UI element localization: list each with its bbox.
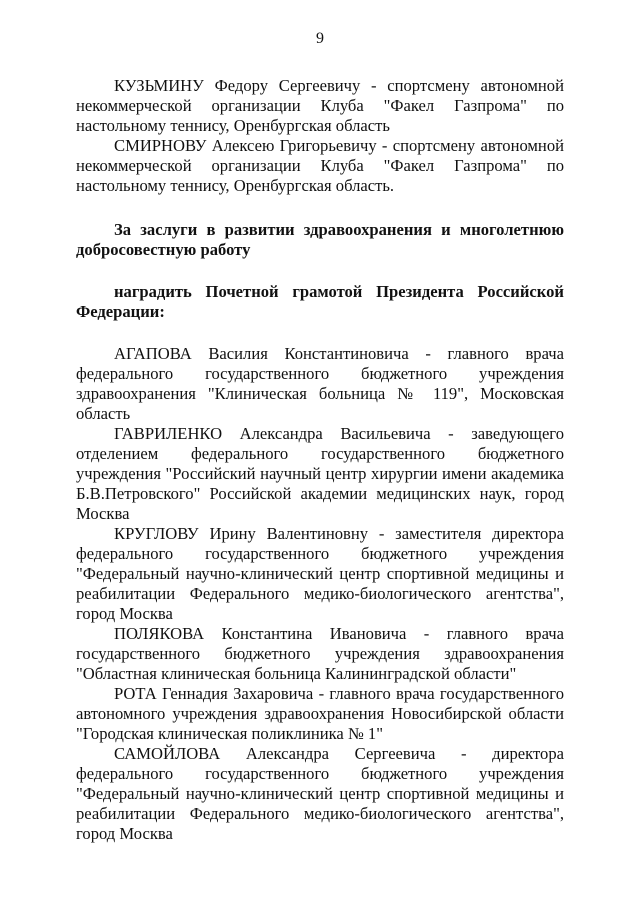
- awardee-samoylov: САМОЙЛОВА Александра Сергеевича - директора федерального государственного бюджетного учреждения "Федеральный научно-клинический центр спортивной медицины и реабилитации Федерального медико-биологического агентства", город Москва: [76, 744, 564, 843]
- athlete-paragraph-smirnov: СМИРНОВУ Алексею Григорьевичу - спортсмену автономной некоммерческой организации Клуба "Факел Газпрома" по настольному теннису, Оренбургская область.: [76, 136, 564, 195]
- awardee-polyakov: ПОЛЯКОВА Константина Ивановича - главного врача государственного бюджетного учреждения здравоохранения "Областная клиническая больница Калининградской области": [76, 624, 564, 683]
- awardee-rot: РОТА Геннадия Захаровича - главного врача государственного автономного учреждения здравоохранения Новосибирской области "Городская клиническая поликлиника № 1": [76, 684, 564, 743]
- awardee-agapov: АГАПОВА Василия Константиновича - главного врача федерального государственного бюджетного учреждения здравоохранения "Клиническая больница № 119", Московская область: [76, 344, 564, 423]
- section-heading: За заслуги в развитии здравоохранения и многолетнюю добросовестную работу: [76, 220, 564, 259]
- awardee-kruglova: КРУГЛОВУ Ирину Валентиновну - заместителя директора федерального государственного бюджетного учреждения "Федеральный научно-клинический центр спортивной медицины и реабилитации Федерального медико-биологического агентства", город Москва: [76, 524, 564, 623]
- document-body: [76, 76, 564, 844]
- page-number: 9: [316, 30, 324, 47]
- awardee-gavrilenko: ГАВРИЛЕНКО Александра Васильевича - заведующего отделением федерального государственного бюджетного учреждения "Российский научный центр хирургии имени академика Б.В.Петровского" Российской академии медицинских наук, город Москва: [76, 424, 564, 523]
- award-heading: наградить Почетной грамотой Президента Российской Федерации:: [76, 282, 564, 321]
- athlete-paragraph-kuzmin: КУЗЬМИНУ Федору Сергеевичу - спортсмену автономной некоммерческой организации Клуба "Факел Газпрома" по настольному теннису, Оренбургская область: [76, 76, 564, 135]
